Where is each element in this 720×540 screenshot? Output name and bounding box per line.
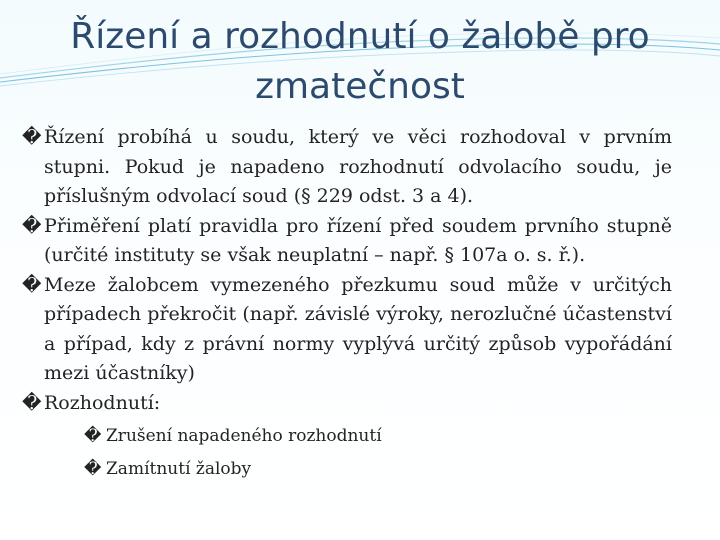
list-item-text: Rozhodnutí: — [44, 391, 161, 414]
sub-list-item — [22, 453, 672, 486]
bullet-icon: � — [84, 459, 102, 479]
bullet-icon: � — [22, 126, 42, 148]
sub-list-item-text: Zrušení napadeného rozhodnutí — [106, 426, 382, 446]
list-item — [22, 123, 672, 212]
bullet-icon: � — [22, 214, 42, 237]
list-item — [22, 271, 672, 389]
bullet-icon: � — [22, 273, 42, 296]
slide-title: Řízení a rozhodnutí o žalobě pro zmatečnost — [70, 16, 650, 107]
list-item-text: Meze žalobcem vymezeného přezkumu soud může v určitých případech překročit (např. závislé výroky, nerozlučné účastenství a případ, kdy z právní normy vyplývá určitý způsob vypořádání mezi účastníky) — [44, 273, 672, 384]
sub-list-item-text: Zamítnutí žaloby — [106, 459, 252, 479]
list-item — [22, 389, 672, 419]
list-item-text: Řízení probíhá u soudu, který ve věci rozhodoval v prvním stupni. Pokud je napadeno rozhodnutí odvolacího soudu, je příslušným odvolací soud (§ 229 odst. 3 a 4). — [44, 126, 672, 207]
bullet-icon: � — [22, 391, 42, 414]
slide-body — [22, 123, 672, 486]
list-item-text: Přiměření platí pravidla pro řízení před soudem prvního stupně (určité instituty se však neuplatní – např. § 107a o. s. ř.). — [44, 214, 672, 266]
list-item — [22, 212, 672, 271]
sub-list-item — [22, 420, 672, 453]
bullet-icon: � — [84, 426, 102, 446]
sub-list — [22, 420, 672, 486]
